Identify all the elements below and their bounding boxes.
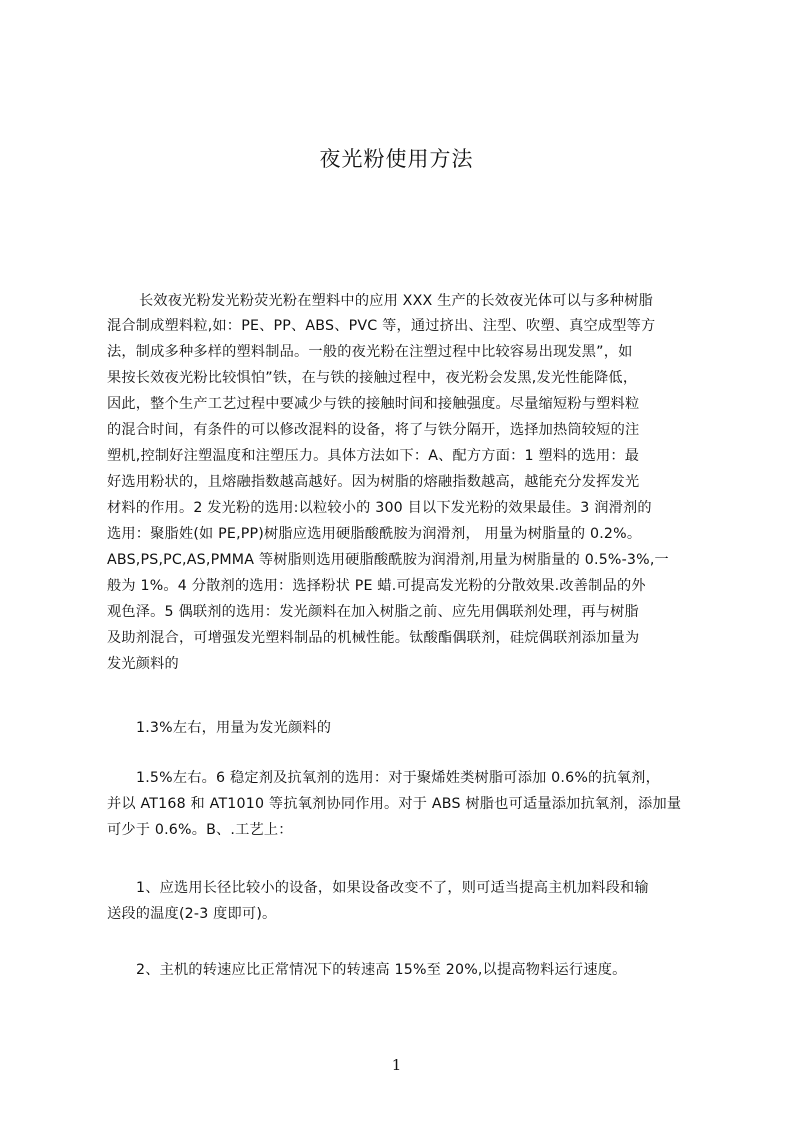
text-line: 观色泽。5 偶联剂的选用：发光颜料在加入树脂之前、应先用偶联剂处理，再与树脂 (107, 604, 639, 620)
text-line: 混合制成塑料粒,如：PE、PP、ABS、PVC 等，通过挤出、注型、吹塑、真空成型等方 (107, 318, 656, 334)
text-line: 的混合时间，有条件的可以修改混料的设备，将了与铁分隔开，选择加热筒较短的注 (107, 422, 640, 438)
text-line: 般为 1%。4 分散剂的选用：选择粉状 PE 蜡.可提高发光粉的分散效果.改善制品的外 (107, 578, 646, 594)
text-line: ABS,PS,PC,AS,PMMA 等树脂则选用硬脂酸酰胺为润滑剂,用量为树脂量的 0.5%-3%,一 (107, 552, 669, 568)
text-line: 果按长效夜光粉比较惧怕”铁，在与铁的接触过程中，夜光粉会发黑,发光性能降低， (107, 370, 638, 386)
text-line: 2、主机的转速应比正常情况下的转速高 15%至 20%,以提高物料运行速度。 (136, 962, 627, 978)
document-title: 夜光粉使用方法 (319, 147, 474, 171)
text-line: 并以 AT168 和 AT1010 等抗氧剂协同作用。对于 ABS 树脂也可适量添加抗氧剂，添加量 (107, 796, 682, 812)
page-number: 1 (391, 1056, 402, 1074)
text-line: 法，制成多种多样的塑料制品。一般的夜光粉在注塑过程中比较容易出现发黑”，如 (107, 344, 633, 360)
text-line: 长效夜光粉发光粉荧光粉在塑料中的应用 XXX 生产的长效夜光体可以与多种树脂 (139, 293, 653, 309)
text-line: 选用：聚脂姓(如 PE,PP)树脂应选用硬脂酸酰胺为润滑剂， 用量为树脂量的 0.2%。 (107, 526, 642, 542)
text-line: 送段的温度(2-3 度即可)。 (107, 906, 277, 922)
text-line: 及助剂混合，可增强发光塑料制品的机械性能。钛酸酯偶联剂，硅烷偶联剂添加量为 (107, 630, 640, 646)
text-line: 1.3%左右，用量为发光颜料的 (136, 720, 332, 736)
text-line: 1、应选用长径比较小的设备，如果设备改变不了，则可适当提高主机加料段和输 (136, 880, 649, 896)
text-line: 因此，整个生产工艺过程中要减少与铁的接触时间和接触强度。尽量缩短粉与塑料粒 (107, 396, 640, 412)
text-line: 材料的作用。2 发光粉的选用:以粒较小的 300 目以下发光粉的效果最佳。3 润滑剂的 (107, 500, 652, 516)
text-line: 可少于 0.6%。B、.工艺上： (107, 822, 293, 838)
text-line: 1.5%左右。6 稳定剂及抗氧剂的选用：对于聚烯姓类树脂可添加 0.6%的抗氧剂， (136, 770, 660, 786)
text-line: 发光颜料的 (107, 656, 179, 672)
text-line: 好选用粉状的，且熔融指数越高越好。因为树脂的熔融指数越高，越能充分发挥发光 (107, 474, 640, 490)
text-line: 塑机,控制好注塑温度和注塑压力。具体方法如下：A、配方方面：1 塑料的选用：最 (107, 448, 640, 464)
